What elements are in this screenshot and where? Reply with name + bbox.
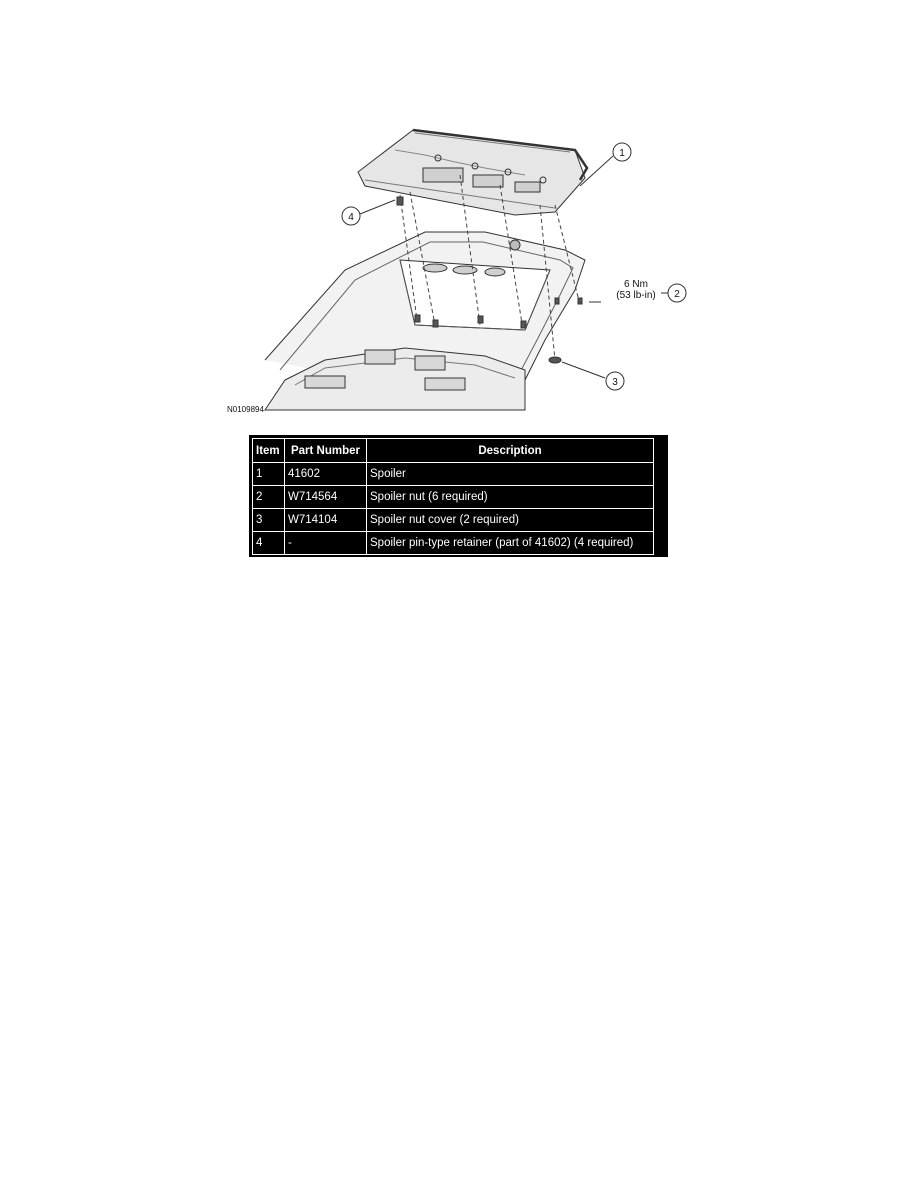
diagram-drawing	[225, 120, 695, 420]
callout-4	[342, 207, 360, 225]
part-number-cell: W714564	[285, 486, 367, 509]
header-item: Item	[253, 439, 285, 463]
item-cell: 3	[253, 509, 285, 532]
description-cell: Spoiler pin-type retainer (part of 41602) (4 required)	[367, 532, 654, 555]
callout-2	[616, 279, 686, 302]
parts-table-container	[249, 435, 668, 557]
torque-spec-metric: 6 Nm	[624, 279, 648, 290]
item-cell: 1	[253, 463, 285, 486]
description-cell: Spoiler	[367, 463, 654, 486]
part-number-cell: 41602	[285, 463, 367, 486]
figure-code: N0109894	[227, 405, 264, 414]
callout-1	[613, 143, 631, 161]
part-number-cell: -	[285, 532, 367, 555]
header-part-number: Part Number	[285, 439, 367, 463]
part-number-cell: W714104	[285, 509, 367, 532]
svg-text:3: 3	[612, 377, 618, 388]
table-row	[253, 486, 654, 509]
header-description: Description	[367, 439, 654, 463]
table-row	[253, 509, 654, 532]
liftgate-illustration	[265, 232, 585, 410]
description-cell: Spoiler nut cover (2 required)	[367, 509, 654, 532]
description-cell: Spoiler nut (6 required)	[367, 486, 654, 509]
spoiler-installation-diagram	[225, 120, 695, 420]
item-cell: 2	[253, 486, 285, 509]
item-cell: 4	[253, 532, 285, 555]
svg-text:2: 2	[674, 289, 680, 300]
callout-3	[606, 372, 624, 390]
svg-text:4: 4	[348, 212, 354, 223]
table-header-row	[253, 439, 654, 463]
table-row	[253, 463, 654, 486]
parts-table	[252, 438, 654, 555]
spoiler-illustration	[358, 130, 587, 215]
svg-text:1: 1	[619, 148, 625, 159]
table-row	[253, 532, 654, 555]
torque-spec-imperial: (53 lb-in)	[616, 290, 656, 301]
